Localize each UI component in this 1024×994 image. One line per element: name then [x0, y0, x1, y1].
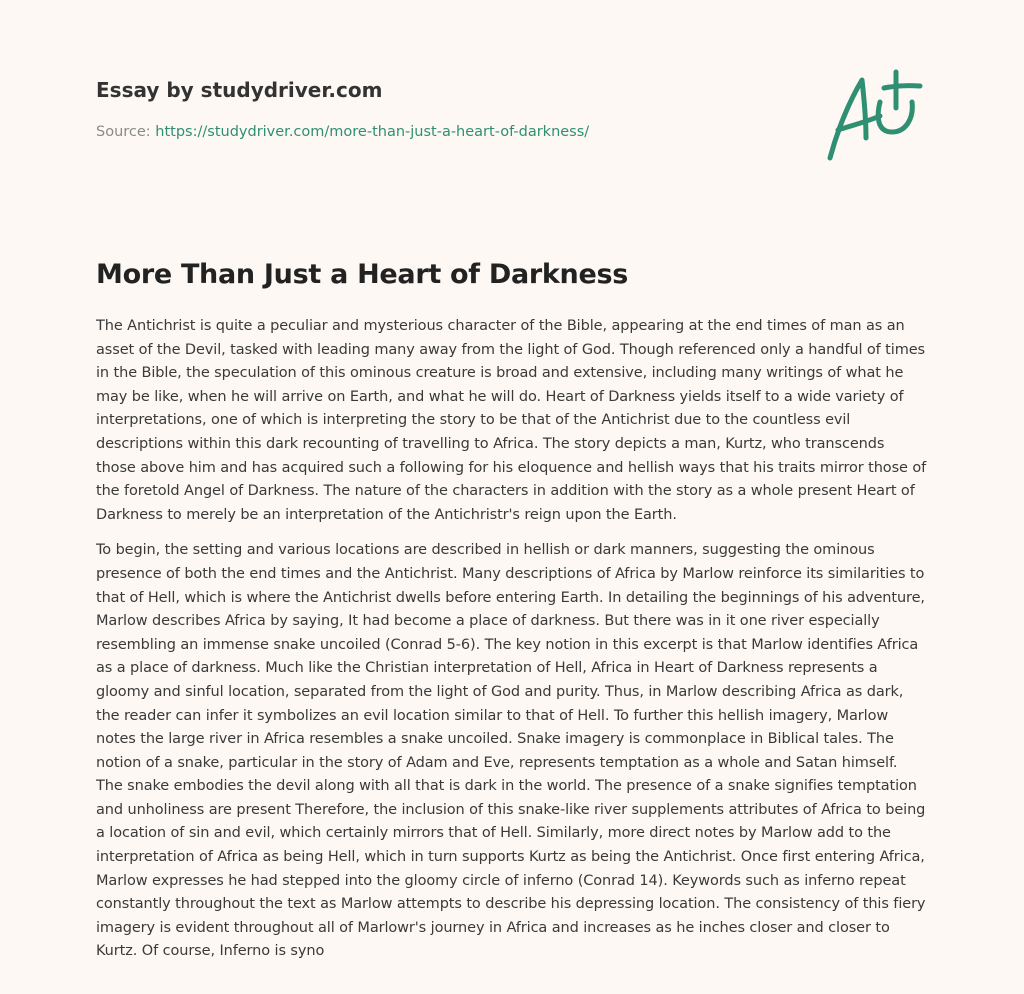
- site-title: Essay by studydriver.com: [96, 78, 383, 102]
- essay-body: [96, 315, 928, 976]
- essay-paragraph: The Antichrist is quite a peculiar and mysterious character of the Bible, appearing at the end times of man as an asset of the Devil, tasked with leading many away from the light of God. Though referenced only a handful of times in the Bible, the speculation of this ominous creature is broad and extensive, including many writings of what he may be like, when he will arrive on Earth, and what he will do. Heart of Darkness yields itself to a wide variety of interpretations, one of which is interpreting the story to be that of the Antichrist due to the countless evil descriptions within this dark recounting of travelling to Africa. The story depicts a man, Kurtz, who transcends those above him and has acquired such a following for his eloquence and hellish ways that his traits mirror those of the foretold Angel of Darkness. The nature of the characters in addition with the story as a whole present Heart of Darkness to merely be an interpretation of the Antichristr's reign upon the Earth.: [96, 318, 927, 523]
- a-plus-logo-icon: [822, 68, 926, 164]
- site-header: [96, 76, 936, 142]
- source-line: [96, 122, 936, 142]
- page-title: More Than Just a Heart of Darkness: [96, 259, 629, 290]
- essay-paragraph: To begin, the setting and various locations are described in hellish or dark manners, suggesting the ominous presence of both the end times and the Antichrist. Many descriptions of Africa by Marlow reinforce its similarities to that of Hell, which is where the Antichrist dwells before entering Earth. In detailing the beginnings of his adventure, Marlow describes Africa by saying, It had become a place of darkness. But there was in it one river especially resembling an immense snake uncoiled (Conrad 5-6). The key notion in this excerpt is that Marlow identifies Africa as a place of darkness. Much like the Christian interpretation of Hell, Africa in Heart of Darkness represents a gloomy and sinful location, separated from the light of God and purity. Thus, in Marlow describing Africa as dark, the reader can infer it symbolizes an evil location similar to that of Hell. To further this hellish imagery, Marlow notes the large river in Africa resembles a snake uncoiled. Snake imagery is commonplace in Biblical tales. The notion of a snake, particular in the story of Adam and Eve, represents temptation as a whole and Satan himself. The snake embodies the devil along with all that is dark in the world. The presence of a snake signifies temptation and unholiness are present Therefore, the inclusion of this snake-like river supplements attributes of Africa to being a location of sin and evil, which certainly mirrors that of Hell. Similarly, more direct notes by Marlow add to the interpretation of Africa as being Hell, which in turn supports Kurtz as being the Antichrist. Once first entering Africa, Marlow expresses he had stepped into the gloomy circle of inferno (Conrad 14). Keywords such as inferno repeat constantly throughout the text as Marlow attempts to describe his depressing location. The consistency of this fiery imagery is evident throughout all of Marlowr's journey in Africa and increases as he inches closer and closer to Kurtz. Of course, Inferno is syno: [96, 542, 926, 960]
- source-label: Source:: [96, 124, 151, 140]
- source-link[interactable]: https://studydriver.com/more-than-just-a-heart-of-darkness/: [155, 124, 590, 140]
